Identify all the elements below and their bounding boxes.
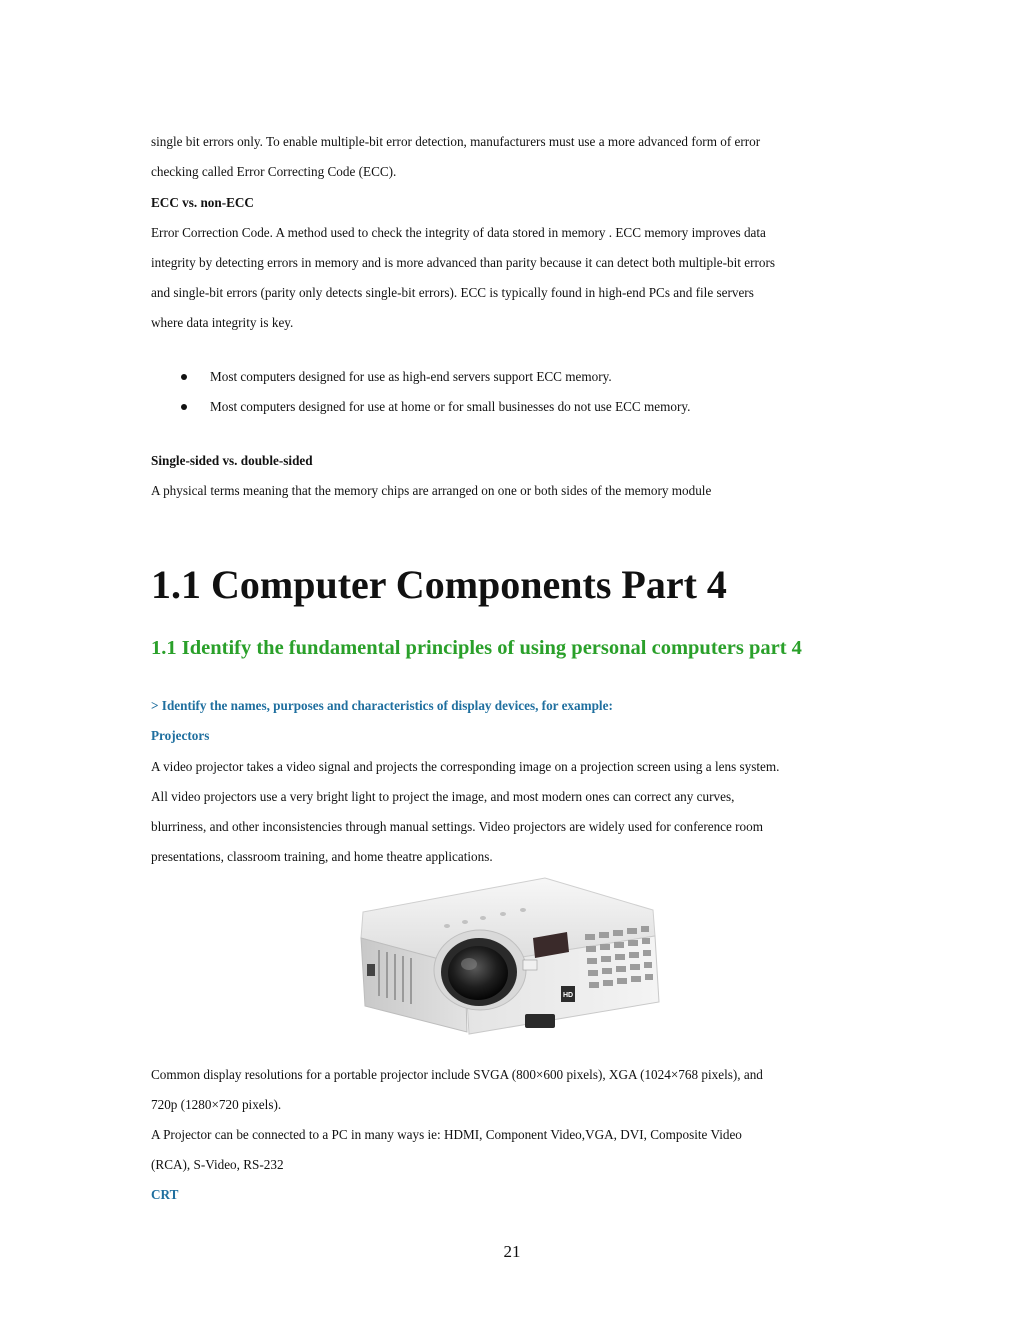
connection-line: (RCA), S-Video, RS-232 [151, 1157, 284, 1172]
single-sided-paragraph: A physical terms meaning that the memory chips are arranged on one or both sides of the memory module [151, 483, 712, 498]
projector-image [355, 874, 670, 1044]
ecc-line: Error Correction Code. A method used to check the integrity of data stored in memory . ECC memory improves data [151, 225, 766, 240]
projectors-line: blurriness, and other inconsistencies through manual settings. Video projectors are widely used for conference room [151, 819, 764, 834]
resolution-line: Common display resolutions for a portable projector include SVGA (800×600 pixels), XGA (1024×768 pixels), and [151, 1067, 763, 1082]
connection-paragraph [151, 1120, 742, 1180]
objective-heading: > Identify the names, purposes and characteristics of display devices, for example: [151, 698, 613, 713]
projectors-heading: Projectors [151, 728, 210, 743]
projectors-line: All video projectors use a very bright light to project the image, and most modern ones can correct any curves, [151, 789, 735, 804]
ecc-paragraph [151, 218, 775, 338]
crt-heading: CRT [151, 1187, 179, 1202]
section-title: 1.1 Computer Components Part 4 [151, 562, 727, 607]
hd-badge-text: HD [562, 992, 574, 999]
ecc-line: and single-bit errors (parity only detects single-bit errors). ECC is typically found in high-end PCs and file servers [151, 285, 754, 300]
projectors-line: presentations, classroom training, and home theatre applications. [151, 849, 493, 864]
bullet-item [151, 392, 690, 422]
section-subtitle: 1.1 Identify the fundamental principles of using personal computers part 4 [151, 637, 802, 659]
bullet-text: Most computers designed for use as high-end servers support ECC memory. [210, 369, 612, 384]
bullet-dot-icon [181, 374, 187, 380]
resolution-paragraph [151, 1060, 763, 1120]
bullet-item [151, 362, 690, 392]
intro-line: single bit errors only. To enable multiple-bit error detection, manufacturers must use a more advanced form of error [151, 134, 761, 149]
page-number: 21 [503, 1242, 521, 1261]
resolution-line: 720p (1280×720 pixels). [151, 1097, 282, 1112]
intro-line: checking called Error Correcting Code (ECC). [151, 164, 397, 179]
projectors-paragraph [151, 752, 779, 872]
single-sided-heading: Single-sided vs. double-sided [151, 453, 313, 468]
connection-line: A Projector can be connected to a PC in many ways ie: HDMI, Component Video,VGA, DVI, Composite Video [151, 1127, 742, 1142]
intro-paragraph [151, 127, 760, 187]
bullet-text: Most computers designed for use at home or for small businesses do not use ECC memory. [210, 399, 691, 414]
ecc-bullet-list [151, 362, 690, 422]
ecc-heading: ECC vs. non-ECC [151, 195, 254, 210]
ecc-line: where data integrity is key. [151, 315, 294, 330]
ecc-line: integrity by detecting errors in memory and is more advanced than parity because it can detect both multiple-bit errors [151, 255, 775, 270]
bullet-dot-icon [181, 404, 187, 410]
projectors-line: A video projector takes a video signal and projects the corresponding image on a projection screen using a lens system. [151, 759, 780, 774]
